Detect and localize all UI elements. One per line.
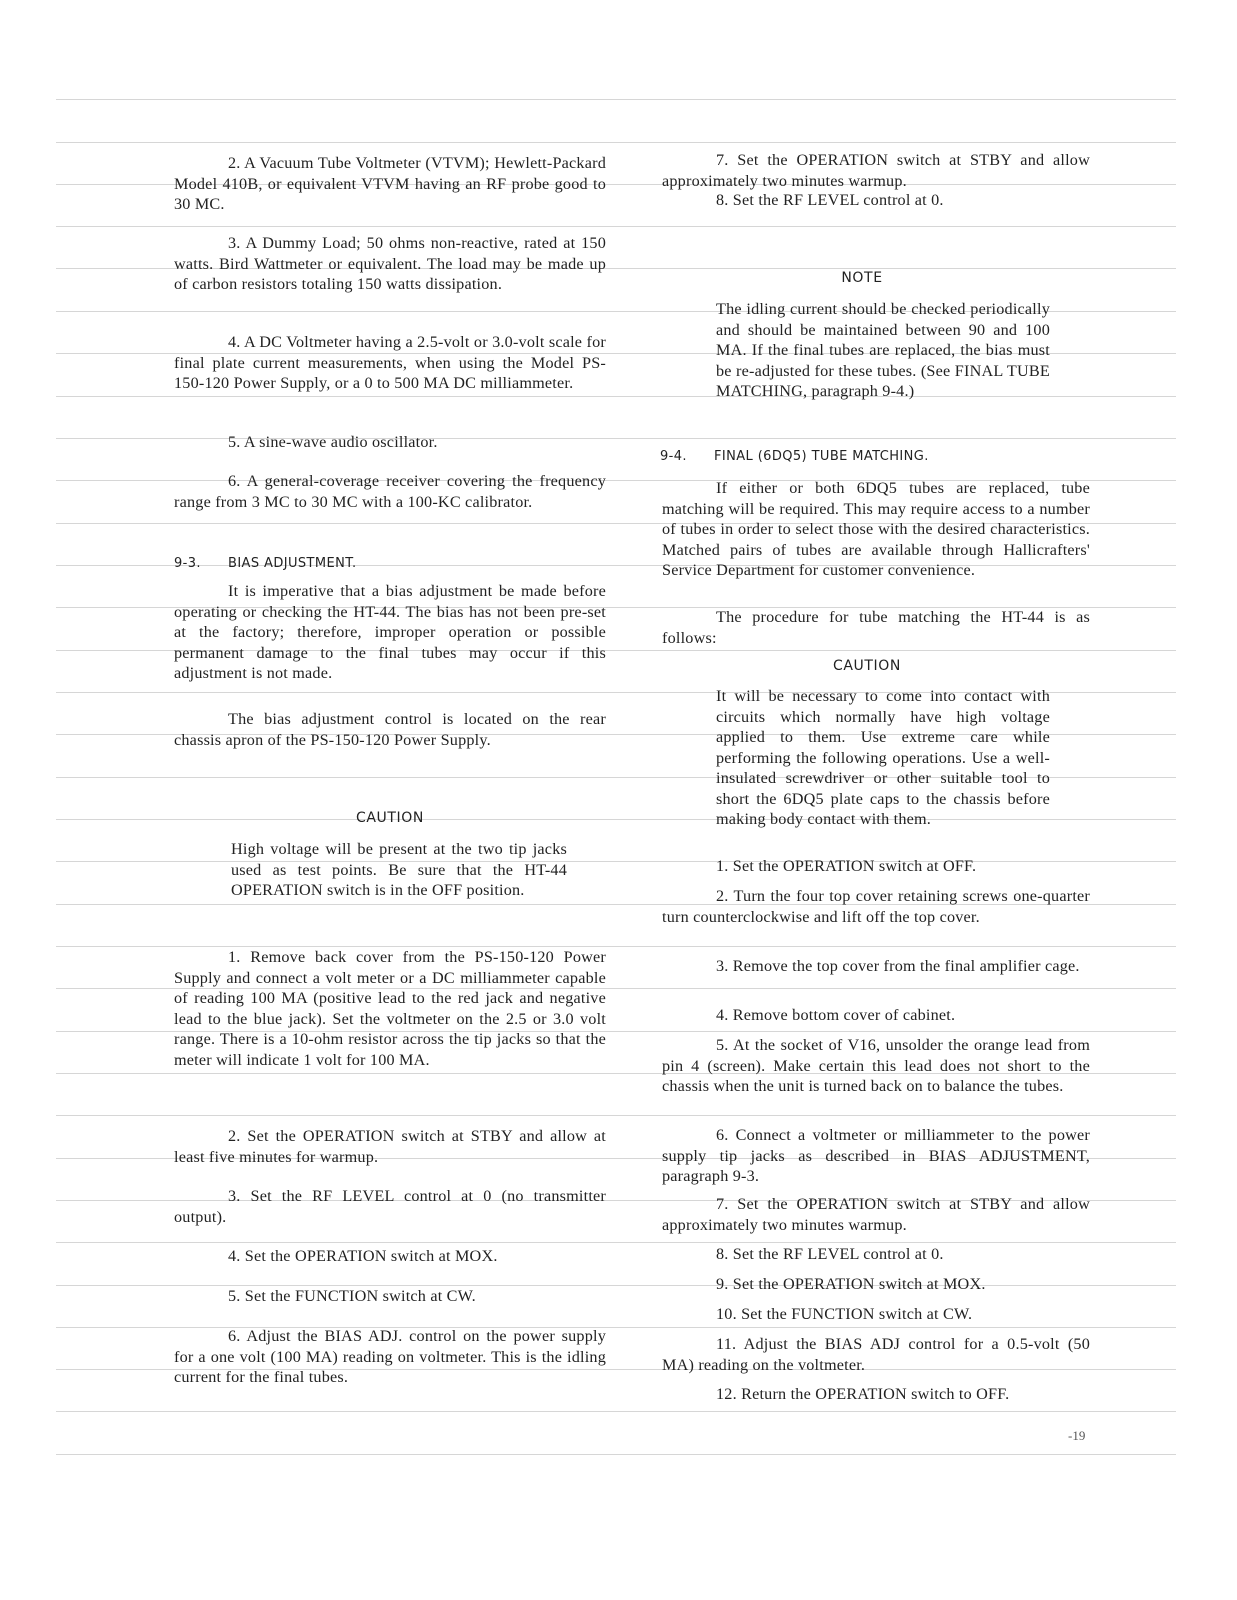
bias-step-5: 5. Set the FUNCTION switch at CW.: [228, 1287, 476, 1305]
caution-heading: CAUTION: [356, 810, 424, 826]
equipment-item-3: 3. A Dummy Load; 50 ohms non-reactive, rated at 150 watts. Bird Wattmeter or equivalent. The load may be made up of carbon resistors totaling 150 watts dissipation.: [174, 234, 606, 293]
equipment-item-6: 6. A general-coverage receiver covering the frequency range from 3 MC to 30 MC with a 100-KC calibrator.: [174, 472, 606, 511]
scan-rule: [56, 142, 1176, 143]
section-number: 9-4.: [660, 449, 687, 464]
caution-text: High voltage will be present at the two tip jacks used as test points. Be sure that the HT-44 OPERATION switch is in the OFF position.: [231, 840, 567, 899]
matching-step-3: 3. Remove the top cover from the final amplifier cage.: [716, 957, 1080, 975]
equipment-item-2: 2. A Vacuum Tube Voltmeter (VTVM); Hewlett-Packard Model 410B, or equivalent VTVM having an RF probe good to 30 MC.: [174, 154, 606, 213]
note-heading: NOTE: [841, 270, 883, 286]
matching-step-9: 9. Set the OPERATION switch at MOX.: [716, 1275, 986, 1293]
section-title: FINAL (6DQ5) TUBE MATCHING.: [714, 449, 929, 464]
bias-step-3: 3. Set the RF LEVEL control at 0 (no transmitter output).: [174, 1187, 606, 1226]
bias-paragraph-2: The bias adjustment control is located on the rear chassis apron of the PS-150-120 Power Supply.: [174, 710, 606, 749]
matching-paragraph-2: The procedure for tube matching the HT-44 is as follows:: [662, 608, 1090, 647]
matching-step-4: 4. Remove bottom cover of cabinet.: [716, 1006, 956, 1024]
bias-step-8: 8. Set the RF LEVEL control at 0.: [716, 191, 944, 209]
matching-step-11: 11. Adjust the BIAS ADJ control for a 0.5-volt (50 MA) reading on the voltmeter.: [662, 1335, 1090, 1374]
scan-rule: [56, 1411, 1176, 1412]
note-text: The idling current should be checked periodically and should be maintained between 90 and 100 MA. If the final tubes are replaced, the bias must be re-adjusted for these tubes. (See FINAL TUBE MATCHING, paragraph 9-4.): [716, 300, 1050, 400]
matching-step-5: 5. At the socket of V16, unsolder the orange lead from pin 4 (screen). Make certain this lead does not short to the chassis when the unit is turned back on to balance the tubes.: [662, 1036, 1090, 1095]
scan-rule: [56, 1242, 1176, 1243]
bias-step-2: 2. Set the OPERATION switch at STBY and allow at least five minutes for warmup.: [174, 1127, 606, 1166]
matching-step-2: 2. Turn the four top cover retaining screws one-quarter turn counterclockwise and lift off the top cover.: [662, 887, 1090, 926]
matching-step-12: 12. Return the OPERATION switch to OFF.: [716, 1385, 1010, 1403]
page-number: -19: [1068, 1428, 1086, 1443]
bias-step-7: 7. Set the OPERATION switch at STBY and allow approximately two minutes warmup.: [662, 151, 1090, 190]
matching-step-10: 10. Set the FUNCTION switch at CW.: [716, 1305, 973, 1323]
scan-rule: [56, 99, 1176, 100]
caution-text: It will be necessary to come into contact with circuits which normally have high voltage applied to them. Use extreme care while performing the following operations. Use a well-insulated screwdriver or other suitable tool to short the 6DQ5 plate caps to the chassis before making body contact with them.: [716, 687, 1050, 828]
matching-step-7: 7. Set the OPERATION switch at STBY and allow approximately two minutes warmup.: [662, 1195, 1090, 1234]
matching-step-6: 6. Connect a voltmeter or milliammeter to the power supply tip jacks as described in BIAS ADJUSTMENT, paragraph 9-3.: [662, 1126, 1090, 1185]
section-heading-9-4: [660, 449, 929, 464]
bias-step-6: 6. Adjust the BIAS ADJ. control on the power supply for a one volt (100 MA) reading on voltmeter. This is the idling current for the final tubes.: [174, 1327, 606, 1386]
section-number: 9-3.: [174, 556, 201, 571]
caution-heading: CAUTION: [833, 658, 901, 674]
scan-rule: [56, 1454, 1176, 1455]
bias-step-1: 1. Remove back cover from the PS-150-120 Power Supply and connect a volt meter or a DC milliammeter capable of reading 100 MA (positive lead to the red jack and negative lead to the blue jack). Set the voltmeter on the 2.5 or 3.0 volt range. There is a 10-ohm resistor across the tip jacks so that the meter will indicate 1 volt for 100 MA.: [174, 948, 606, 1069]
section-title: BIAS ADJUSTMENT.: [228, 556, 357, 571]
matching-paragraph-1: If either or both 6DQ5 tubes are replaced, tube matching will be required. This may require access to a number of tubes in order to select those with the desired characteristics. Matched pairs of tubes are available through Hallicrafters' Service Department for customer convenience.: [662, 479, 1090, 579]
equipment-item-5: 5. A sine-wave audio oscillator.: [228, 433, 438, 451]
matching-step-8: 8. Set the RF LEVEL control at 0.: [716, 1245, 944, 1263]
equipment-item-4: 4. A DC Voltmeter having a 2.5-volt or 3.0-volt scale for final plate current measurements, when using the Model PS-150-120 Power Supply, or a 0 to 500 MA DC milliammeter.: [174, 333, 606, 392]
scan-rule: [56, 226, 1176, 227]
scan-rule: [56, 1115, 1176, 1116]
section-heading-9-3: [174, 556, 357, 571]
bias-step-4: 4. Set the OPERATION switch at MOX.: [228, 1247, 498, 1265]
matching-step-1: 1. Set the OPERATION switch at OFF.: [716, 857, 977, 875]
bias-paragraph-1: It is imperative that a bias adjustment be made before operating or checking the HT-44. The bias has not been pre-set at the factory; therefore, improper operation or possible permanent damage to the final tubes may occur if this adjustment is not made.: [174, 582, 606, 682]
